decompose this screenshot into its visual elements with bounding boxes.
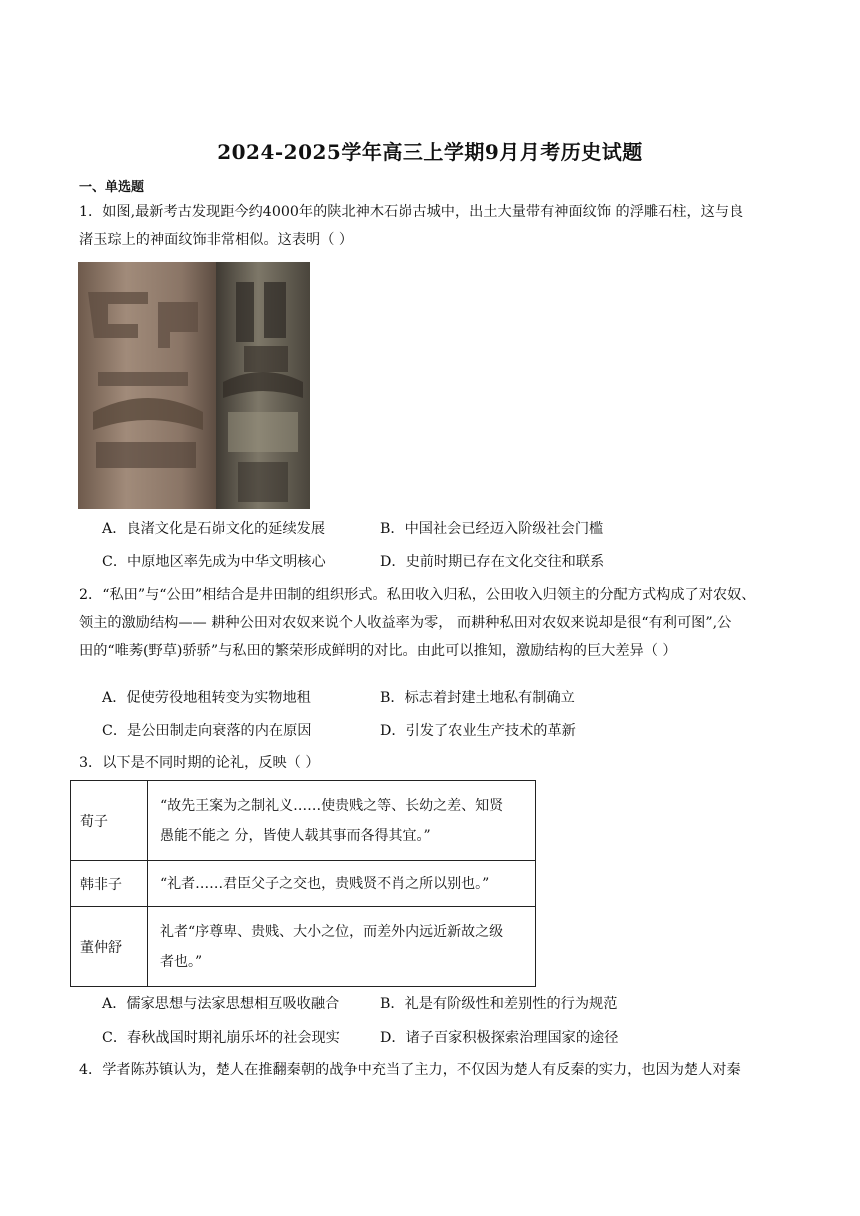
table-cell-name: 荀子 bbox=[71, 781, 148, 861]
table-row bbox=[71, 907, 536, 987]
quote-line: 礼者“序尊卑、贵贱、大小之位，而差外内远近新故之级 bbox=[160, 923, 504, 940]
table-cell-quote bbox=[148, 907, 536, 987]
question-4-line-1: 4．学者陈苏镇认为，楚人在推翻秦朝的战争中充当了主力，不仅因为楚人有反秦的实力，也因为楚人对秦 bbox=[79, 1062, 741, 1078]
q1-option-b[interactable]: B．中国社会已经迈入阶级社会门槛 bbox=[380, 521, 604, 537]
question-1-line-2: 渚玉琮上的神面纹饰非常相似。这表明（ ） bbox=[79, 232, 354, 248]
quote-line: “故先王案为之制礼义……使贵贱之等、长幼之差、知贤 bbox=[160, 797, 504, 814]
question-1-line-1: 1．如图,最新考古发现距今约4000年的陕北神木石峁古城中，出土大量带有神面纹饰 的浮雕石柱，这与良 bbox=[79, 204, 744, 220]
q3-option-b[interactable]: B．礼是有阶级性和差别性的行为规范 bbox=[380, 996, 618, 1012]
philosophers-table bbox=[70, 780, 536, 987]
q1-option-c[interactable]: C．中原地区率先成为中华文明核心 bbox=[102, 554, 326, 570]
q2-option-c[interactable]: C．是公田制走向衰落的内在原因 bbox=[102, 723, 312, 739]
table-row bbox=[71, 781, 536, 861]
question-2-line-2: 领主的激励结构—— 耕种公田对农奴来说个人收益率为零， 而耕种私田对农奴来说却是很“有利可图”,公 bbox=[79, 615, 732, 631]
table-cell-quote bbox=[148, 781, 536, 861]
stone-pillar-photo bbox=[78, 262, 310, 509]
question-2-line-3: 田的“唯莠(野草)骄骄”与私田的繁荣形成鲜明的对比。由此可以推知，激励结构的巨大差异（ ） bbox=[79, 643, 677, 659]
q2-option-a[interactable]: A．促使劳役地租转变为实物地租 bbox=[102, 690, 311, 706]
quote-line: “礼者……君臣父子之交也，贵贱贤不肖之所以别也。” bbox=[160, 875, 490, 892]
q3-option-a[interactable]: A．儒家思想与法家思想相互吸收融合 bbox=[102, 996, 340, 1012]
question-4 bbox=[79, 1056, 785, 1084]
question-2-line-1: 2．“私田”与“公田”相结合是井田制的组织形式。私田收入归私，公田收入归领主的分配方式构成了对农奴、 bbox=[79, 587, 756, 603]
table-cell-name: 韩非子 bbox=[71, 861, 148, 907]
question-3-line-1: 3．以下是不同时期的论礼，反映（ ） bbox=[79, 755, 320, 771]
question-1 bbox=[79, 198, 785, 254]
q3-option-d[interactable]: D．诸子百家积极探索治理国家的途径 bbox=[380, 1030, 619, 1046]
question-2 bbox=[79, 581, 785, 665]
quote-line: 愚能不能之 分，皆使人载其事而各得其宜。” bbox=[160, 827, 431, 844]
table-row bbox=[71, 861, 536, 907]
table-cell-quote bbox=[148, 861, 536, 907]
q1-option-d[interactable]: D．史前时期已存在文化交往和联系 bbox=[380, 554, 605, 570]
exam-title: 2024-2025学年高三上学期9月月考历史试题 bbox=[217, 140, 643, 164]
table-cell-name: 董仲舒 bbox=[71, 907, 148, 987]
question-3 bbox=[79, 749, 785, 777]
quote-line: 者也。” bbox=[160, 953, 203, 970]
q3-option-c[interactable]: C．春秋战国时期礼崩乐坏的社会现实 bbox=[102, 1030, 340, 1046]
section-heading: 一、单选题 bbox=[79, 180, 145, 195]
q1-option-a[interactable]: A．良渚文化是石峁文化的延续发展 bbox=[102, 521, 326, 537]
q2-option-b[interactable]: B．标志着封建土地私有制确立 bbox=[380, 690, 575, 706]
q2-option-d[interactable]: D．引发了农业生产技术的革新 bbox=[380, 723, 576, 739]
